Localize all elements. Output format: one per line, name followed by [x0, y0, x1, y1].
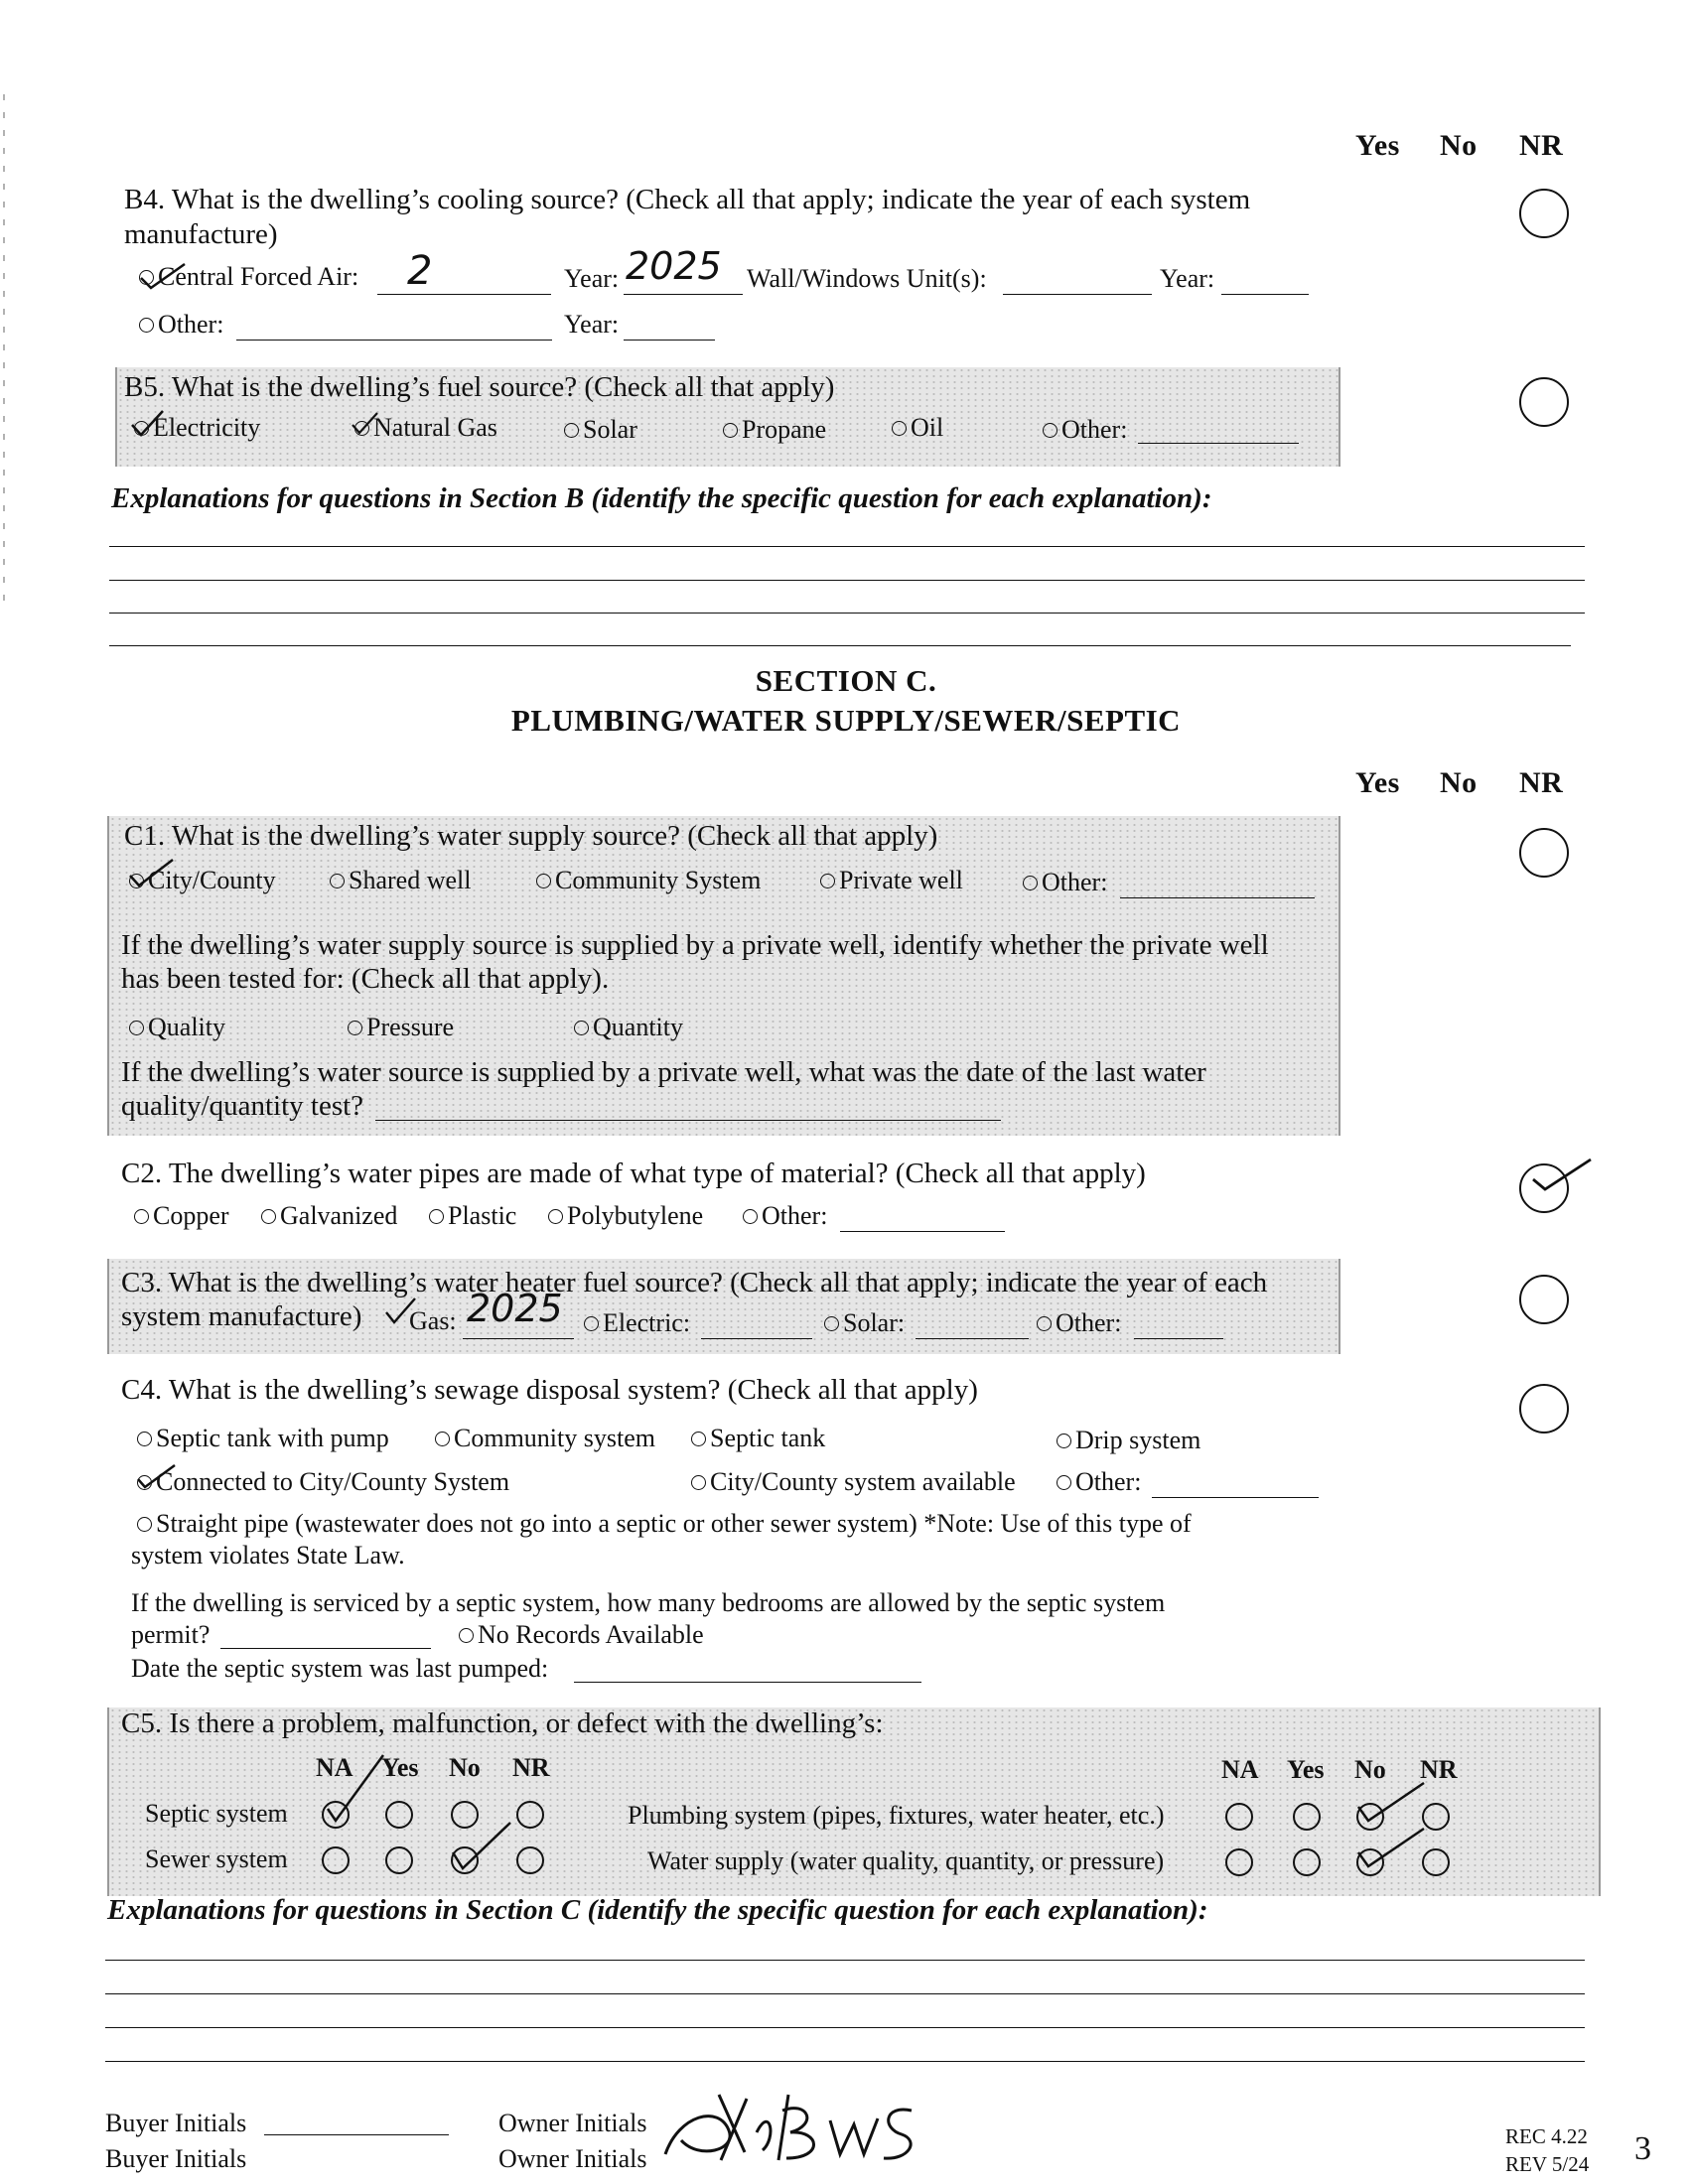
buyer-initials-label-1: Buyer Initials	[105, 2109, 247, 2137]
section-b-explanation-line-3[interactable]	[109, 613, 1585, 614]
c1-well-line2: has been tested for: (Check all that apply).	[121, 963, 610, 995]
no-column-header: No	[1440, 129, 1478, 162]
c2-option-copper[interactable]	[134, 1201, 229, 1231]
c3-gas-value: 2025	[467, 1287, 563, 1330]
c1-well-option-pressure[interactable]	[348, 1013, 454, 1042]
radio-icon	[574, 1021, 589, 1035]
b4-year-value: 2025	[626, 244, 722, 288]
radio-icon	[892, 421, 907, 436]
c1-well-option-label: Pressure	[366, 1013, 455, 1041]
c4-option-connected[interactable]	[137, 1467, 509, 1497]
b4-other-option[interactable]	[139, 310, 223, 340]
c1-nr-checkbox[interactable]	[1519, 828, 1569, 878]
check-mark-icon	[1354, 1779, 1428, 1831]
page-number: 3	[1634, 2130, 1651, 2167]
radio-icon	[824, 1316, 839, 1331]
check-mark-icon	[350, 411, 379, 437]
section-b-explanations-label: Explanations for questions in Section B (identify the specific question for each explanation):	[111, 482, 1212, 514]
c3-other-line[interactable]	[1134, 1338, 1223, 1339]
c4-option-label: Connected to City/County System	[156, 1467, 510, 1496]
b5-nr-checkbox[interactable]	[1519, 377, 1569, 427]
section-c-subtitle: PLUMBING/WATER SUPPLY/SEWER/SEPTIC	[510, 703, 1182, 738]
b4-central-value: 2	[407, 248, 433, 294]
radio-icon	[1057, 1475, 1071, 1490]
check-mark-icon	[449, 1819, 514, 1874]
c2-option-polybutylene[interactable]	[548, 1201, 703, 1231]
c2-other-line[interactable]	[840, 1231, 1005, 1232]
section-b-explanation-line-1[interactable]	[109, 546, 1585, 547]
c2-option-plastic[interactable]	[429, 1201, 516, 1231]
c3-option-label: Solar:	[843, 1308, 906, 1337]
revision-code: REV 5/24	[1505, 2152, 1590, 2174]
c3-question-line1: C3. What is the dwelling’s water heater fuel source? (Check all that apply; indicate the year of each	[121, 1267, 1268, 1298]
b5-option-label: Other:	[1061, 415, 1128, 444]
c4-straight-line2: system violates State Law.	[131, 1541, 405, 1570]
radio-icon	[129, 1021, 144, 1035]
b4-other-line[interactable]	[236, 340, 552, 341]
check-mark-icon	[129, 409, 165, 439]
radio-icon	[134, 1209, 149, 1224]
c1-option-label: Private well	[839, 866, 963, 894]
c2-option-galvanized[interactable]	[261, 1201, 397, 1231]
c3-question-line2: system manufacture)	[121, 1300, 362, 1332]
radio-icon	[1023, 876, 1038, 890]
c1-well-option-label: Quality	[148, 1013, 225, 1041]
c5-left-header-nr: NR	[512, 1753, 550, 1782]
c3-electric-line[interactable]	[701, 1338, 812, 1339]
b5-other-line[interactable]	[1138, 443, 1299, 444]
nr-column-header-c: NR	[1519, 766, 1564, 799]
no-column-header-c: No	[1440, 766, 1478, 799]
c2-option-label: Other:	[762, 1201, 828, 1230]
c4-pumped-label: Date the septic system was last pumped:	[131, 1654, 549, 1683]
c2-option-other[interactable]	[743, 1201, 827, 1231]
c4-option-other[interactable]	[1057, 1467, 1141, 1497]
radio-icon	[348, 1021, 362, 1035]
c1-option-other[interactable]	[1023, 868, 1107, 897]
c4-option-label: Septic tank	[710, 1424, 826, 1452]
c4-option-label: Community system	[454, 1424, 655, 1452]
c3-option-label: Other:	[1056, 1308, 1122, 1337]
radio-icon	[261, 1209, 276, 1224]
c1-option-label: Other:	[1042, 868, 1108, 896]
c4-option-no-records[interactable]	[459, 1620, 704, 1650]
c4-bedrooms-line1: If the dwelling is serviced by a septic system, how many bedrooms are allowed by the septic system	[131, 1588, 1166, 1617]
radio-icon	[459, 1628, 474, 1643]
radio-icon	[723, 423, 738, 438]
c4-option-straight-pipe[interactable]	[137, 1509, 1192, 1539]
c5-left-header-yes: Yes	[381, 1753, 419, 1782]
c4-option-label: No Records Available	[478, 1620, 704, 1649]
b4-wall-label: Wall/Windows Unit(s):	[747, 264, 987, 293]
b5-option-oil[interactable]	[892, 413, 943, 443]
c1-other-line[interactable]	[1120, 897, 1315, 898]
owner-initials-label-1: Owner Initials	[498, 2109, 647, 2137]
check-mark-icon	[1354, 1825, 1428, 1876]
c3-option-other[interactable]	[1037, 1308, 1121, 1338]
c2-question: C2. The dwelling’s water pipes are made of what type of material? (Check all that apply)	[121, 1158, 1146, 1189]
c5-right-header-nr: NR	[1420, 1755, 1458, 1784]
c5-water-na[interactable]	[1225, 1848, 1253, 1876]
c4-option-label: City/County system available	[710, 1467, 1016, 1496]
owner-initials-signature	[659, 2075, 927, 2174]
b4-other-label: Other:	[158, 310, 224, 339]
b5-option-label: Solar	[583, 415, 637, 444]
section-c-explanations-label: Explanations for questions in Section C (identify the specific question for each explanation):	[107, 1894, 1208, 1926]
check-mark-icon	[1527, 1158, 1597, 1197]
c5-plumbing-na[interactable]	[1225, 1803, 1253, 1831]
c1-test-date-line[interactable]	[375, 1120, 1001, 1121]
b4-year3-label: Year:	[564, 310, 620, 339]
c1-well-line1: If the dwelling’s water supply source is supplied by a private well, identify whether the private well	[121, 929, 1269, 961]
c4-question: C4. What is the dwelling’s sewage disposal system? (Check all that apply)	[121, 1374, 978, 1406]
c5-septic-label: Septic system	[145, 1799, 288, 1828]
b5-option-solar[interactable]	[564, 415, 637, 445]
c2-option-label: Plastic	[448, 1201, 517, 1230]
b4-question-line1: B4. What is the dwelling’s cooling source? (Check all that apply; indicate the year of each system	[124, 184, 1251, 215]
c5-water-yes[interactable]	[1293, 1848, 1321, 1876]
c1-option-label: Shared well	[349, 866, 472, 894]
b4-question-line2: manufacture)	[124, 218, 278, 250]
c3-gas-label[interactable]: Gas:	[409, 1306, 457, 1335]
c5-septic-nr[interactable]	[516, 1801, 544, 1829]
b4-central-label: Central Forced Air:	[158, 262, 359, 291]
check-mark-icon	[127, 856, 177, 889]
check-mark-icon	[135, 1463, 179, 1491]
c4-other-line[interactable]	[1152, 1497, 1319, 1498]
c1-well-option-quality[interactable]	[129, 1013, 225, 1042]
c5-plumbing-yes[interactable]	[1293, 1803, 1321, 1831]
b5-option-label: Natural Gas	[373, 413, 497, 442]
b4-year3-line[interactable]	[624, 340, 715, 341]
radio-icon	[139, 318, 154, 333]
radio-icon	[137, 1432, 152, 1446]
radio-icon	[1057, 1433, 1071, 1448]
c4-bedrooms-label: permit?	[131, 1620, 211, 1649]
owner-initials-label-2: Owner Initials	[498, 2144, 647, 2173]
c1-date-line1: If the dwelling’s water source is supplied by a private well, what was the date of the last water	[121, 1056, 1206, 1088]
b4-nr-checkbox[interactable]	[1519, 189, 1569, 238]
c4-option-label: Septic tank with pump	[156, 1424, 389, 1452]
b5-option-label: Electricity	[153, 413, 261, 442]
section-c-explanation-line-2[interactable]	[105, 1993, 1585, 1994]
section-c-title: SECTION C.	[755, 663, 937, 698]
radio-icon	[1037, 1316, 1052, 1331]
yes-column-header: Yes	[1355, 129, 1400, 162]
b5-option-label: Oil	[911, 413, 944, 442]
radio-icon	[743, 1209, 758, 1224]
c5-left-header-no: No	[449, 1753, 481, 1782]
radio-icon	[429, 1209, 444, 1224]
c2-option-label: Galvanized	[280, 1201, 398, 1230]
radio-icon	[564, 423, 579, 438]
c4-pumped-line[interactable]	[574, 1682, 921, 1683]
c4-straight-line1: Straight pipe (wastewater does not go into a septic or other sewer system) *Note: Use of this type of	[156, 1509, 1192, 1538]
c4-option-drip[interactable]	[1057, 1426, 1200, 1455]
form-code: REC 4.22	[1505, 2124, 1588, 2148]
b4-year2-line[interactable]	[1221, 294, 1309, 295]
c3-nr-checkbox[interactable]	[1519, 1275, 1569, 1324]
c5-sewer-nr[interactable]	[516, 1846, 544, 1874]
buyer-initials-line-1[interactable]	[264, 2134, 449, 2135]
c1-question: C1. What is the dwelling’s water supply source? (Check all that apply)	[124, 820, 938, 852]
c5-sewer-label: Sewer system	[145, 1844, 288, 1873]
c5-right-header-yes: Yes	[1287, 1755, 1325, 1784]
c5-plumbing-label: Plumbing system (pipes, fixtures, water heater, etc.)	[628, 1801, 1165, 1830]
b4-central-value-line	[377, 294, 551, 295]
c3-solar-line[interactable]	[916, 1338, 1029, 1339]
c1-option-label: Community System	[555, 866, 762, 894]
b4-wall-line[interactable]	[1003, 294, 1152, 295]
c1-well-option-quantity[interactable]	[574, 1013, 683, 1042]
section-b-explanation-line-4[interactable]	[109, 645, 1571, 646]
c1-option-community-system[interactable]	[536, 866, 761, 895]
c3-gas-line	[463, 1338, 574, 1339]
radio-icon	[584, 1316, 599, 1331]
c4-option-septic-pump[interactable]	[137, 1424, 389, 1453]
radio-icon	[536, 874, 551, 888]
c5-right-header-no: No	[1354, 1755, 1386, 1784]
c5-question: C5. Is there a problem, malfunction, or defect with the dwelling’s:	[121, 1707, 884, 1739]
radio-icon	[330, 874, 345, 888]
c2-option-label: Copper	[153, 1201, 229, 1230]
c3-option-solar[interactable]	[824, 1308, 905, 1338]
c5-water-label: Water supply (water quality, quantity, or pressure)	[647, 1846, 1165, 1875]
c5-right-header-na: NA	[1221, 1755, 1259, 1784]
c4-option-label: Drip system	[1075, 1426, 1201, 1454]
c5-left-header-na: NA	[316, 1753, 353, 1782]
c4-option-label: Other:	[1075, 1467, 1142, 1496]
c4-option-community[interactable]	[435, 1424, 655, 1453]
b4-year2-label: Year:	[1160, 264, 1215, 293]
section-c-explanation-line-1[interactable]	[105, 1960, 1585, 1961]
c4-option-septic-tank[interactable]	[691, 1424, 825, 1453]
section-c-explanation-line-3[interactable]	[105, 2027, 1585, 2028]
radio-icon	[820, 874, 835, 888]
c4-bedrooms-line[interactable]	[220, 1648, 431, 1649]
c1-option-shared-well[interactable]	[330, 866, 471, 895]
c2-option-label: Polybutylene	[567, 1201, 704, 1230]
c1-well-option-label: Quantity	[593, 1013, 683, 1041]
radio-icon	[548, 1209, 563, 1224]
b5-option-propane[interactable]	[723, 415, 826, 445]
b5-option-other[interactable]	[1043, 415, 1127, 445]
section-b-explanation-line-2[interactable]	[109, 580, 1585, 581]
radio-icon	[691, 1432, 706, 1446]
c5-sewer-na[interactable]	[322, 1846, 350, 1874]
c3-option-label: Electric:	[603, 1308, 691, 1337]
nr-column-header: NR	[1519, 129, 1564, 162]
radio-icon	[691, 1475, 706, 1490]
c4-nr-checkbox[interactable]	[1519, 1384, 1569, 1433]
b4-year-label: Year:	[564, 264, 620, 293]
check-mark-icon	[322, 1749, 391, 1829]
c5-sewer-yes[interactable]	[385, 1846, 413, 1874]
c1-date-line2: quality/quantity test?	[121, 1090, 364, 1122]
c4-option-available[interactable]	[691, 1467, 1016, 1497]
margin-dash-marks	[0, 94, 12, 611]
b4-year-line	[624, 294, 743, 295]
section-c-explanation-line-4[interactable]	[105, 2061, 1585, 2062]
b5-option-label: Propane	[742, 415, 827, 444]
radio-icon	[137, 1517, 152, 1532]
yes-column-header-c: Yes	[1355, 766, 1400, 799]
radio-icon	[435, 1432, 450, 1446]
radio-icon	[1043, 423, 1058, 438]
c1-option-private-well[interactable]	[820, 866, 963, 895]
c1-option-label: City/County	[148, 866, 276, 894]
b5-question: B5. What is the dwelling’s fuel source? (Check all that apply)	[124, 371, 835, 403]
c3-option-electric[interactable]	[584, 1308, 690, 1338]
check-mark-icon	[139, 260, 189, 290]
buyer-initials-label-2: Buyer Initials	[105, 2144, 247, 2173]
